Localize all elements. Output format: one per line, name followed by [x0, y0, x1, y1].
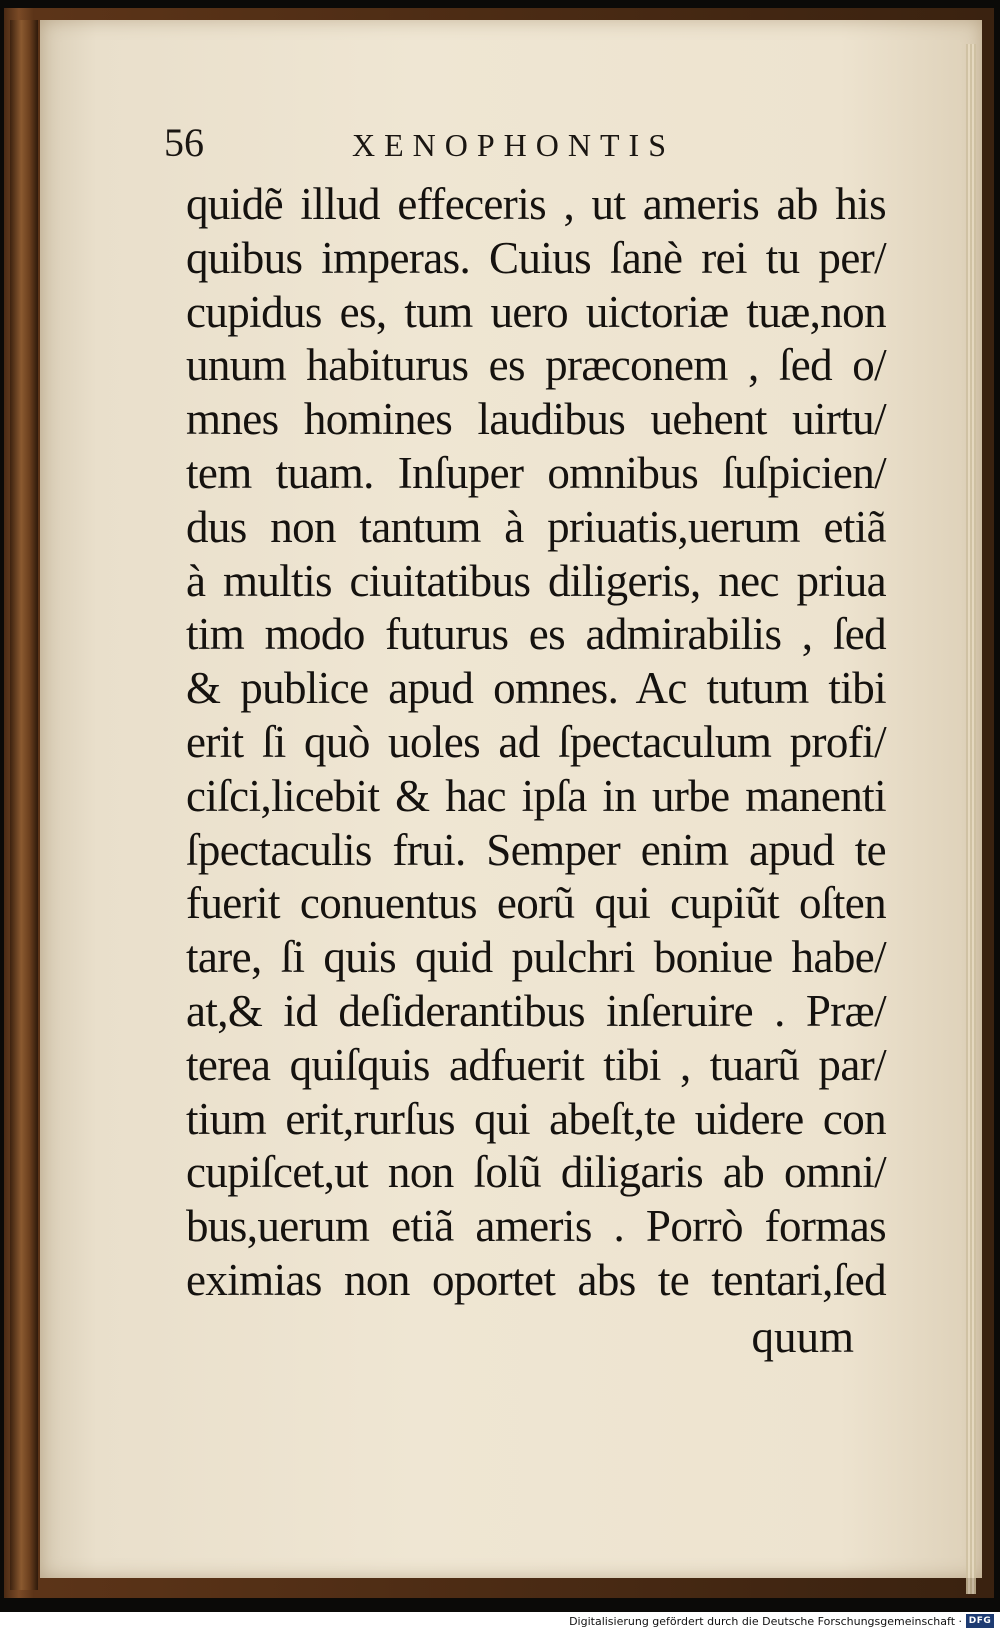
text-line: dus non tantum à priuatis,uerum etiã [186, 501, 886, 552]
text-line: tium erit,rurſus qui abeſt,te uidere con [186, 1093, 886, 1144]
text-line: tim modo futurus es admirabilis , ſed [186, 609, 886, 660]
dfg-logo-icon: DFG [966, 1614, 994, 1628]
text-line: eximias non oportet abs te tentari,ſed [186, 1254, 886, 1305]
text-line: cupiſcet,ut non ſolũ diligaris ab omni/ [186, 1147, 886, 1198]
text-line: quidẽ illud effeceris , ut ameris ab his [186, 179, 886, 229]
binding-edge [10, 20, 38, 1590]
footer-bar [0, 1612, 1000, 1631]
running-title: XENOPHONTIS [352, 127, 675, 163]
text-line: bus,uerum etiã ameris . Porrò formas [186, 1201, 886, 1252]
text-line: unum habiturus es præconem , ſed o/ [186, 340, 886, 391]
text-block [186, 178, 886, 1308]
text-line: quibus imperas. Cuius ſanè rei tu per/ [186, 232, 886, 283]
page-fore-edge [966, 44, 976, 1594]
page-header [164, 118, 884, 168]
text-line: à multis ciuitatibus diligeris, nec priua [186, 555, 886, 606]
text-line: erit ſi quò uoles ad ſpectaculum profi/ [186, 716, 886, 767]
text-line: tare, ſi quis quid pulchri boniue habe/ [186, 932, 886, 983]
text-line: mnes homines laudibus uehent uirtu/ [186, 394, 886, 445]
text-line: cupidus es, tum uero uictoriæ tuæ,non [186, 286, 886, 337]
text-line: tem tuam. Inſuper omnibus ſuſpicien/ [186, 447, 886, 498]
catchword: quum [751, 1312, 854, 1362]
text-line: at,& id deſiderantibus inſeruire . Præ/ [186, 985, 886, 1036]
text-line: & publice apud omnes. Ac tutum tibi [186, 663, 886, 714]
page-number: 56 [164, 120, 204, 165]
text-line: fuerit conuentus eorũ qui cupiũt oſten [186, 878, 886, 929]
funding-note: Digitalisierung gefördert durch die Deutsche Forschungsgemeinschaft · [569, 1615, 962, 1628]
text-line: ſpectaculis frui. Semper enim apud te [186, 824, 886, 875]
text-line: terea quiſquis adfuerit tibi , tuarũ par/ [186, 1039, 886, 1090]
text-line: ciſci,licebit & hac ipſa in urbe manenti [186, 770, 886, 821]
